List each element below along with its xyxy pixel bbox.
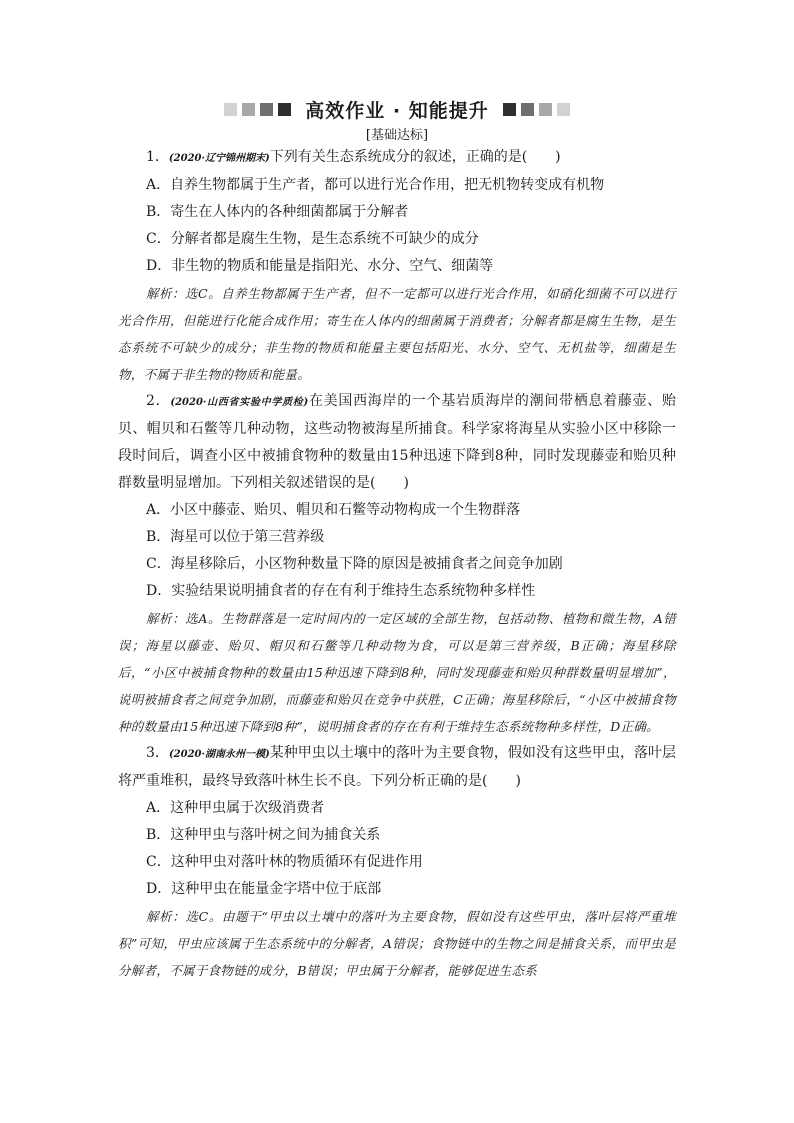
- question-source: (2020·辽宁锦州期末): [168, 153, 270, 164]
- square-icon: [224, 103, 237, 116]
- question-stem: [118, 144, 676, 172]
- question-1: [118, 144, 676, 388]
- header-decoration-left: [224, 103, 291, 116]
- page-header: [0, 96, 794, 122]
- square-icon: [242, 103, 255, 116]
- option-a: A．小区中藤壶、贻贝、帽贝和石鳖等动物构成一个生物群落: [146, 502, 521, 518]
- page-title: 高效作业 · 知能提升: [305, 99, 489, 122]
- option-b: B．海星可以位于第三营养级: [146, 529, 325, 545]
- section-heading: [基础达标]: [365, 128, 429, 143]
- question-source: (2020·山西省实验中学质检): [170, 397, 309, 408]
- square-icon: [260, 103, 273, 116]
- square-icon: [557, 103, 570, 116]
- option-d: D．实验结果说明捕食者的存在有利于维持生态系统物种多样性: [146, 583, 536, 599]
- analysis-text: 解析：选C。自养生物都属于生产者，但不一定都可以进行光合作用，如硝化细菌不可以进行光合作用，但能进行化能合成作用；寄生在人体内的细菌属于消费者；分解者都是腐生生物，是生态系统不可缺少的成分；非生物的物质和能量主要包括阳光、水分、空气、无机盐等，细菌是生物，不属于非生物的物质和能量。: [118, 286, 676, 382]
- question-2: [118, 388, 676, 740]
- question-stem: [118, 740, 676, 795]
- option-c: C．这种甲虫对落叶林的物质循环有促进作用: [146, 854, 423, 870]
- square-icon: [539, 103, 552, 116]
- question-stem: [118, 388, 676, 497]
- header-decoration-right: [503, 103, 570, 116]
- question-source: (2020·湖南永州一模): [168, 749, 270, 760]
- analysis-text: 解析：选C。由题干“甲虫以土壤中的落叶为主要食物，假如没有这些甲虫，落叶层将严重堆积”可知，甲虫应该属于生态系统中的分解者，A错误；食物链中的生物之间是捕食关系，而甲虫是分解者，不属于食物链的成分，B错误；甲虫属于分解者，能够促进生态系: [118, 909, 676, 978]
- option-b: B．这种甲虫与落叶树之间为捕食关系: [146, 827, 381, 843]
- option-b: B．寄生在人体内的各种细菌都属于分解者: [146, 204, 409, 220]
- question-number: 3．: [146, 745, 169, 761]
- square-icon: [521, 103, 534, 116]
- questions-container: [118, 144, 676, 984]
- option-d: D．非生物的物质和能量是指阳光、水分、空气、细菌等: [146, 258, 494, 274]
- analysis-text: 解析：选A。生物群落是一定时间内的一定区域的全部生物，包括动物、植物和微生物，A错误；海星以藤壶、贻贝、帽贝和石鳖等几种动物为食，可以是第三营养级，B正确；海星移除后，“小区中被捕食物种的数量由15种迅速下降到8种，同时发现藤壶和贻贝种群数量明显增加”，说明被捕食者之间竞争加剧，而藤壶和贻贝在竞争中获胜，C正确；海星移除后，“小区中被捕食物种的数量由15种迅速下降到8种”，说明捕食者的存在有利于维持生态系统物种多样性，D正确。: [118, 611, 676, 734]
- square-icon: [278, 103, 291, 116]
- question-text: 在美国西海岸的一个基岩质海岸的潮间带栖息着藤壶、贻贝、帽贝和石鳖等几种动物，这些动物被海星所捕食。科学家将海星从实验小区中移除一段时间后，调查小区中被捕食物种的数量由15种迅速下降到8种，同时发现藤壶和贻贝种群数量明显增加。下列相关叙述错误的是( ): [118, 393, 677, 491]
- option-c: C．分解者都是腐生生物，是生态系统不可缺少的成分: [146, 231, 479, 247]
- question-number: 2．: [146, 393, 171, 409]
- option-d: D．这种甲虫在能量金字塔中位于底部: [146, 881, 382, 897]
- question-number: 1．: [146, 149, 169, 165]
- question-text: 某种甲虫以土壤中的落叶为主要食物，假如没有这些甲虫，落叶层将严重堆积，最终导致落叶林生长不良。下列分析正确的是( ): [118, 745, 677, 789]
- option-a: A．自养生物都属于生产者，都可以进行光合作用，把无机物转变成有机物: [146, 177, 605, 193]
- question-text: 下列有关生态系统成分的叙述，正确的是( ): [269, 149, 561, 165]
- option-c: C．海星移除后，小区物种数量下降的原因是被捕食者之间竞争加剧: [146, 556, 563, 572]
- square-icon: [503, 103, 516, 116]
- option-a: A．这种甲虫属于次级消费者: [146, 800, 325, 816]
- question-3: [118, 740, 676, 984]
